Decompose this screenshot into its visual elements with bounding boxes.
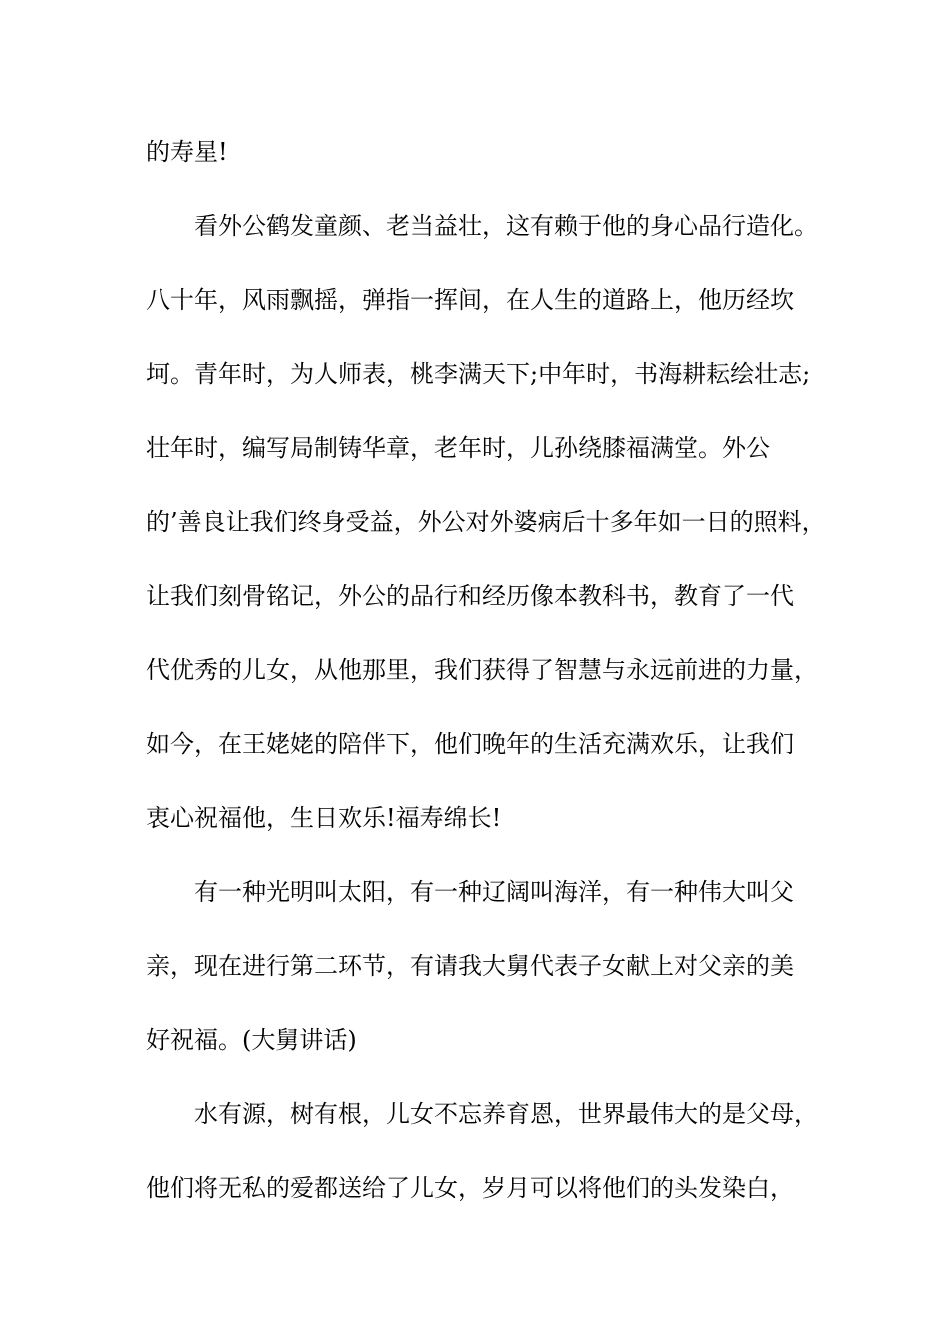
text-line: 代优秀的儿女，从他那里，我们获得了智慧与永远前进的力量， bbox=[146, 656, 818, 684]
text-line: 坷。青年时，为人师表，桃李满天下;中年时，书海耕耘绘壮志; bbox=[146, 360, 811, 388]
text-line: 的’善良让我们终身受益，外公对外婆病后十多年如一日的照料， bbox=[146, 508, 826, 536]
paragraph-start-line: 有一种光明叫太阳，有一种辽阔叫海洋，有一种伟大叫父 bbox=[194, 878, 794, 906]
text-line: 的寿星! bbox=[146, 138, 228, 166]
text-line: 亲，现在进行第二环节，有请我大舅代表子女献上对父亲的美 bbox=[146, 952, 794, 980]
paragraph-start-line: 看外公鹤发童颜、老当益壮，这有赖于他的身心品行造化。 bbox=[194, 212, 818, 240]
text-line: 他们将无私的爱都送给了儿女，岁月可以将他们的头发染白， bbox=[146, 1174, 794, 1202]
paragraph-start-line: 水有源，树有根，儿女不忘养育恩，世界最伟大的是父母， bbox=[194, 1100, 818, 1128]
text-line: 让我们刻骨铭记，外公的品行和经历像本教科书，教育了一代 bbox=[146, 582, 794, 610]
text-line: 壮年时，编写局制铸华章，老年时，儿孙绕膝福满堂。外公 bbox=[146, 434, 770, 462]
text-line: 八十年，风雨飘摇，弹指一挥间，在人生的道路上，他历经坎 bbox=[146, 286, 794, 314]
text-line: 好祝福。(大舅讲话) bbox=[146, 1026, 357, 1054]
text-line: 衷心祝福他，生日欢乐!福寿绵长! bbox=[146, 804, 502, 832]
text-line: 如今，在王姥姥的陪伴下，他们晚年的生活充满欢乐，让我们 bbox=[146, 730, 794, 758]
